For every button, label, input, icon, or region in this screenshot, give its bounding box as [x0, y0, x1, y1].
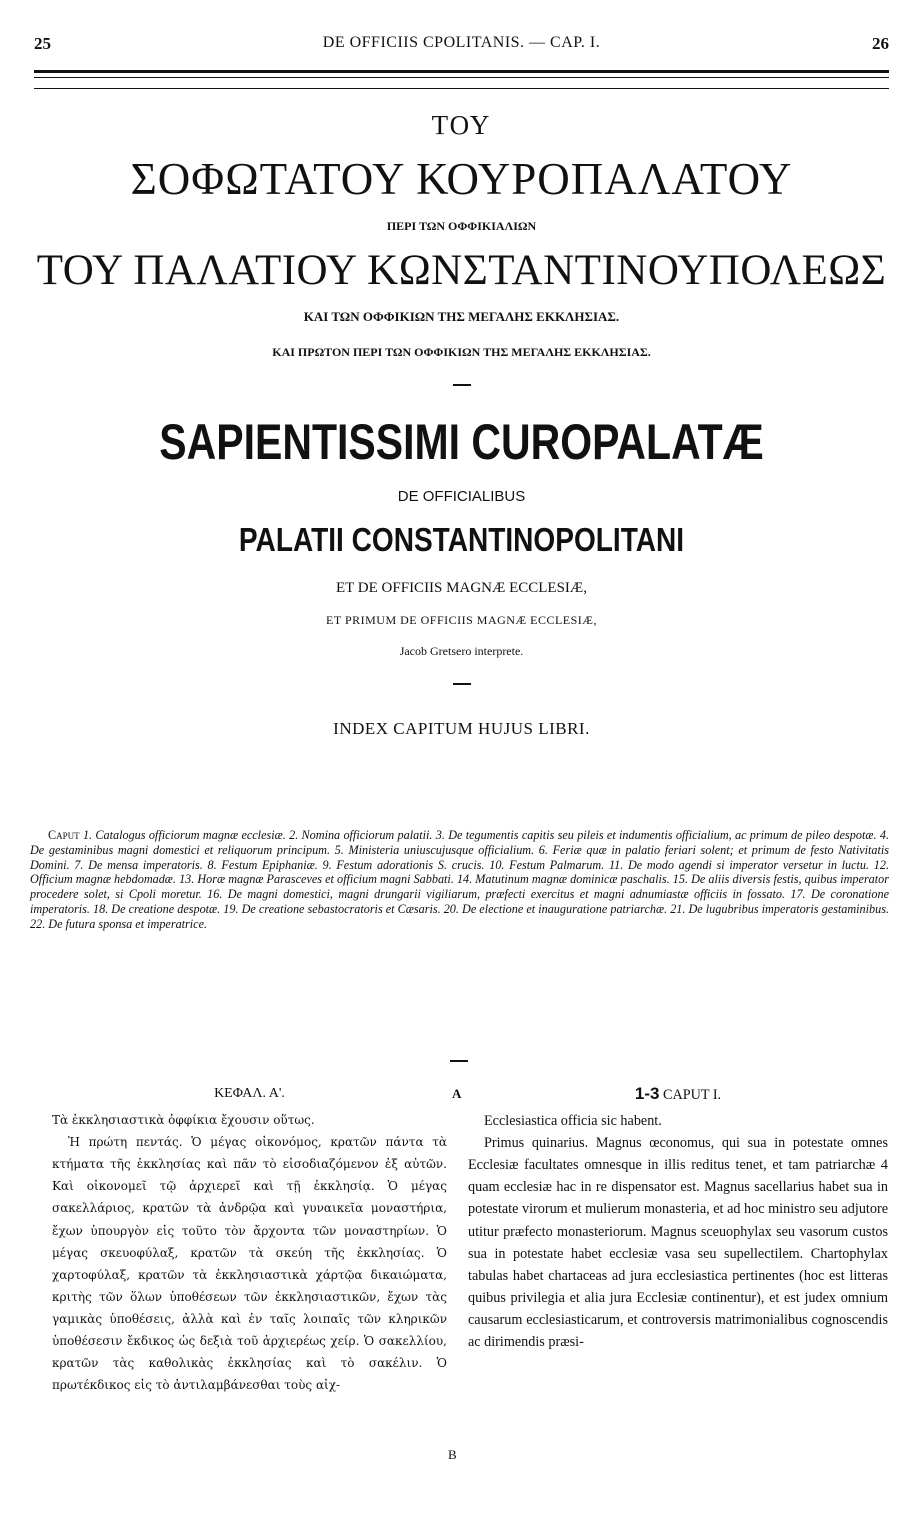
column-number: 1-3 — [634, 1084, 660, 1103]
greek-intro: Τὰ ἐκκλησιαστικὰ ὀφφίκια ἔχουσιν οὕτως. — [52, 1113, 315, 1128]
greek-title-line-5: ΚΑΙ ΤΩΝ ΟΦΦΙΚΙΩΝ ΤΗΣ ΜΕΓΑΛΗΣ ΕΚΚΛΗΣΙΑΣ. — [303, 308, 620, 324]
greek-body: Ἡ πρώτη πεντάς. Ὁ μέγας οἰκονόμος, κρατῶν πάντα τὰ κτήματα τῆς ἐκκλησίας καὶ πᾶν τὸ εἰσοδιαζόμενον ἐξ αὐτῶν. Καὶ οἰκονομεῖ τῷ ἀρχιερεῖ καὶ τῇ ἐκκλησίᾳ. Ὁ μέγας σακελλάριος, κρατῶν τὰ ἀνδρῷα καὶ γυναικεῖα μοναστήρια, ἔχων ὑπουργὸν εἰς τοῦτο τὸν ἄρχοντα τῶν μοναστηρίων. Ὁ μέγας σκευοφύλαξ, κρατῶν τὰ σκεύη τῆς ἐκκλησίας. Ὁ χαρτοφύλαξ, κρατῶν τὰ ἐκκλησιαστικὰ χάρτῷα δικαιώματα, κριτὴς τῶν ὅλων ὑποθέσεων τῶν ἐκκλησιαστικῶν, ἔχων τὰς γαμικὰς ὑποθέσεις, ἀλλὰ καὶ ἐν ταῖς λοιπαῖς τῶν κληρικῶν ὑποθέσεσιν ἔκδικος ὡς δεξιὰ τοῦ ἀρχιερέως χείρ. Ὁ σακελλίου, κρατῶν τὰς καθολικὰς ἐκκλησίας καὶ τὸ σακέλιν. Ὁ πρωτέκδικος εἰς τὸ ἀντιλαμβάνεσθαι τοὺς αἰχ- — [52, 1135, 447, 1393]
chapter-index — [30, 828, 889, 932]
header-rule-thick — [34, 70, 889, 73]
latin-column — [468, 1083, 888, 1353]
greek-title-line-3: ΠΕΡΙ ΤΩΝ ΟΦΦΙΚΙΑΛΙΩΝ — [386, 218, 537, 233]
latin-title-line-3: PALATII CONSTANTINOPOLITANI — [238, 521, 685, 559]
header-rule-thin-lower — [34, 88, 889, 89]
latin-title-line-2: DE OFFICIALIBUS — [397, 488, 526, 506]
latin-chapter-title: CAPUT I. — [663, 1087, 722, 1103]
section-divider — [450, 1060, 468, 1062]
greek-title-line-1: ΤΟΥ — [431, 110, 492, 140]
latin-chapter-heading — [468, 1083, 888, 1106]
running-head — [34, 34, 889, 58]
index-heading: INDEX CAPITUM HUJUS LIBRI. — [333, 718, 590, 738]
running-title: DE OFFICIIS CPOLITANIS. — CAP. I. — [322, 34, 601, 51]
latin-body: Primus quinarius. Magnus œconomus, qui sua in potestate omnes Ecclesiæ facultates omnesque in illis reditus tenet, et tam patriarchæ 4 quam ecclesiæ hac in re dispensator est. Magnus sacellarius habet sua in potestate virorum et mulierum monasteria, et ad hoc ministro seu adjutore utitur præfecto monasteriorum. Magnus sceuophylax seu vasorum custos sua in potestate habet ecclesiæ vasa seu supellectilem. Chartophylax tabulas habet chartaceas ad jura ecclesiastica pertinentes (hoc est litteras quibus privilegia et alia jura Ecclesiæ continentur), et est judex omnium causarum ecclesiasticarum, et controversis matrimonialibus cognoscendis ac dirimendis præsi- — [468, 1135, 888, 1351]
index-text: 1. Catalogus officiorum magnæ ecclesiæ. 2. Nomina officiorum palatii. 3. De tegumentis capitis seu pileis et indumentis officialium, ac primum de pileo despotæ. 4. De gestaminibus magni domestici et reliquorum principum. 5. Ministeria uniuscujusque officialium. 6. Feriæ quæ in palatio feriari solent; et primum de festo Nativitatis Domini. 7. De mensa imperatoris. 8. Festum Epiphaniæ. 9. Festum adorationis S. crucis. 10. Festum Palmarum. 11. De modo agendi si imperator versetur in luctu. 12. Officium magnæ hebdomadæ. 13. Horæ magnæ Parasceves et officium magni Sabbati. 14. Matutinum magnæ dominicæ paschalis. 15. De aliis diversis festis, quibus imperator procedere solet, si Cpoli moretur. 16. De magni domestici, magni drungarii vigiliarum, præfecti exercitus et magni adnumiastæ officiis in fossato. 17. De coronatione imperatoris. 18. De creatione despotæ. 19. De creatione sebastocratoris et Cæsaris. 20. De electione et inauguratione patriarchæ. 21. De lugubribus imperatoris gestaminibus. 22. De futura sponsa et imperatrice. — [30, 828, 889, 931]
title-divider-1 — [453, 384, 471, 386]
title-divider-2 — [453, 683, 471, 685]
margin-letter-b: B — [448, 1447, 457, 1462]
latin-title-line-4: ET DE OFFICIIS MAGNÆ ECCLESIÆ, — [336, 579, 587, 596]
header-rule-thin — [34, 77, 889, 78]
greek-chapter-heading: ΚΕΦΑΛ. Α'. — [214, 1086, 285, 1101]
latin-title-line-1: SAPIENTISSIMI CUROPALATÆ — [159, 413, 764, 470]
greek-title-line-6: ΚΑΙ ΠΡΩΤΟΝ ΠΕΡΙ ΤΩΝ ΟΦΦΙΚΙΩΝ ΤΗΣ ΜΕΓΑΛΗΣ ΕΚΚΛΗΣΙΑΣ. — [272, 344, 651, 359]
page-number-left: 25 — [34, 34, 51, 53]
greek-column — [52, 1083, 447, 1396]
title-block — [0, 110, 923, 739]
margin-letter-a: A — [452, 1086, 462, 1101]
page-number-right: 26 — [872, 34, 889, 53]
translator-credit: Jacob Gretsero interprete. — [399, 643, 524, 658]
latin-intro: Ecclesiastica officia sic habent. — [484, 1113, 662, 1130]
greek-title-line-4: ΤΟΥ ΠΑΛΑΤΙΟΥ ΚΩΝΣΤΑΝΤΙΝΟΥΠΟΛΕΩΣ — [36, 246, 887, 294]
latin-title-line-5: ET PRIMUM DE OFFICIIS MAGNÆ ECCLESIÆ, — [326, 612, 597, 627]
index-caput-label: Caput — [48, 828, 80, 842]
greek-title-line-2: ΣΟΦΩΤΑΤΟΥ ΚΟΥΡΟΠΑΛΑΤΟΥ — [130, 154, 793, 204]
